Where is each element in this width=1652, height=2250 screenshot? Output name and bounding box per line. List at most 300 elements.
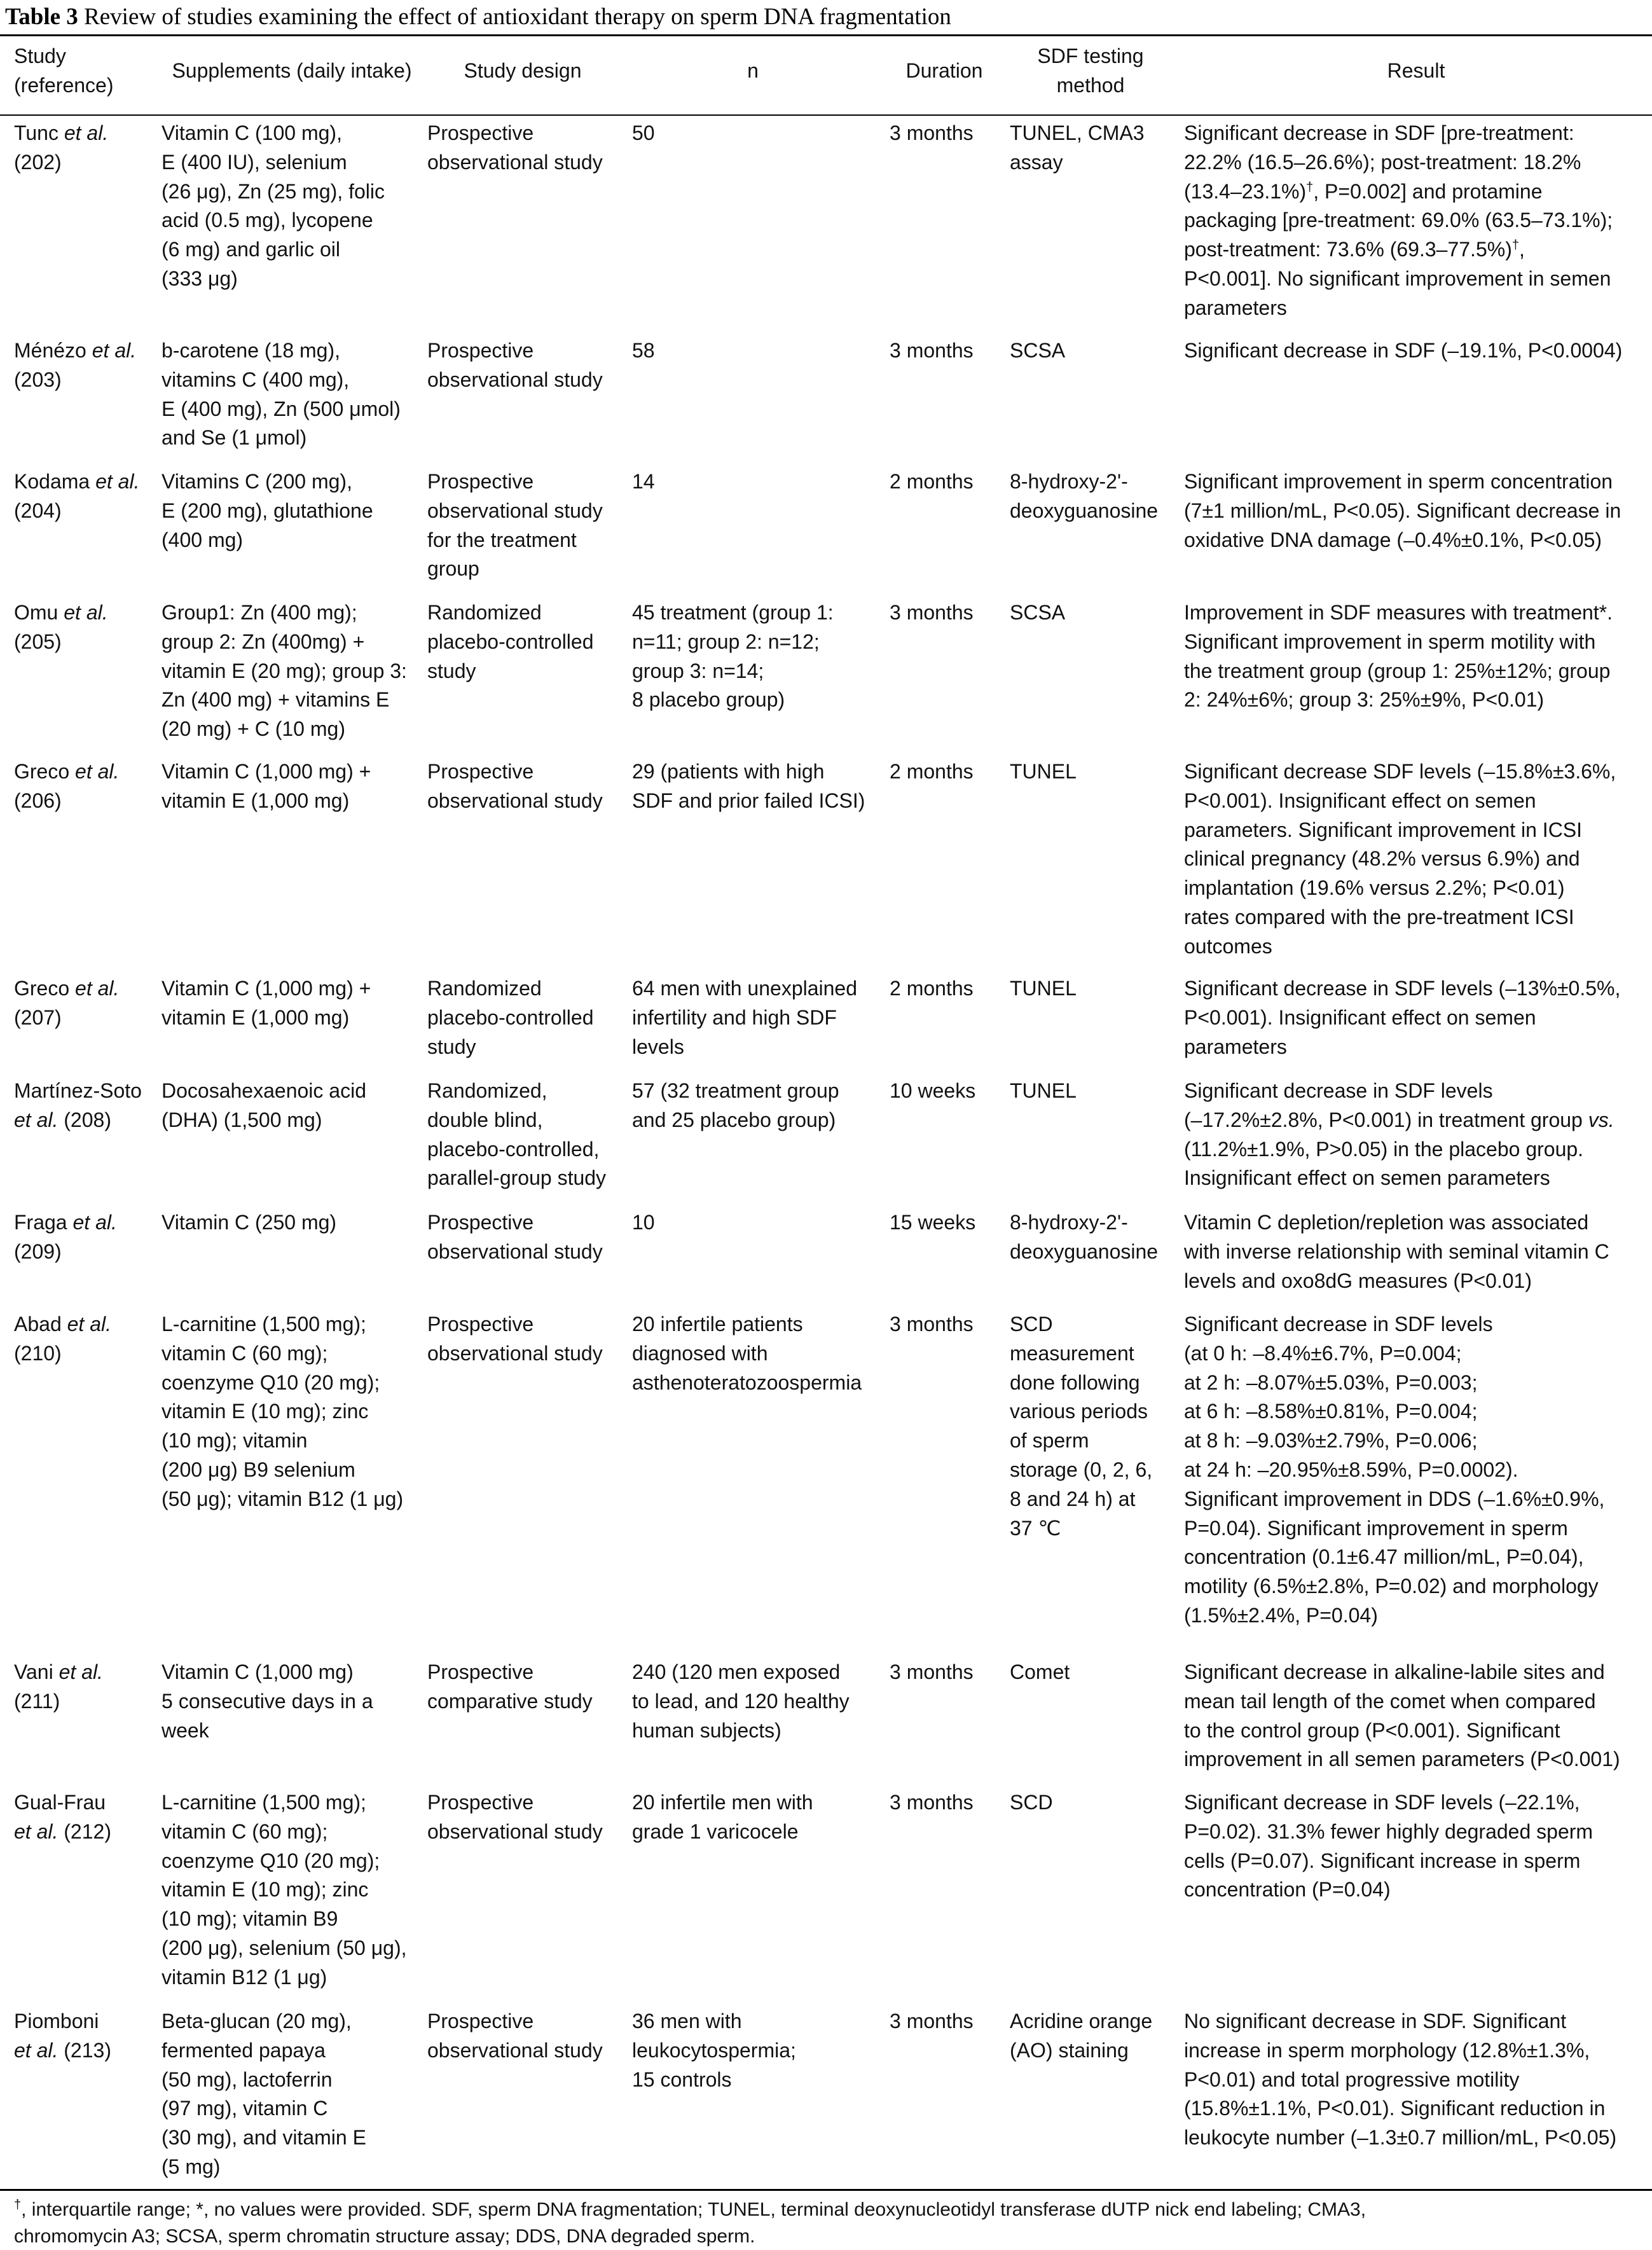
table-bottom-rule bbox=[0, 2189, 1652, 2191]
text-segment: No significant decrease in SDF. Significant bbox=[1184, 2010, 1567, 2033]
cell-line: 3 months bbox=[890, 339, 974, 362]
cell-line: (333 μg) bbox=[162, 266, 238, 290]
text-segment: Significant decrease in SDF [pre-treatment: bbox=[1184, 121, 1574, 144]
text-segment: P<0.001). Insignificant effect on semen bbox=[1184, 789, 1536, 812]
cell-line: Prospective bbox=[427, 121, 534, 144]
cell-line: observational study bbox=[427, 499, 603, 522]
row-12-result bbox=[1184, 2007, 1616, 2153]
text-segment: Significant improvement in DDS (–1.6%±0.9%, bbox=[1184, 1487, 1605, 1510]
row-5-method bbox=[1010, 757, 1077, 787]
cell-line: observational study bbox=[427, 789, 603, 812]
row-2-method bbox=[1010, 336, 1065, 366]
text-segment: packaging [pre-treatment: 69.0% (63.5–73.1%); bbox=[1184, 209, 1613, 232]
cell-line bbox=[14, 1238, 117, 1267]
cell-line: (10 mg); vitamin bbox=[162, 1429, 308, 1453]
row-11-study bbox=[14, 1788, 111, 1847]
cell-line bbox=[14, 2036, 111, 2066]
row-5-design bbox=[427, 757, 603, 816]
text-segment: concentration (P=0.04) bbox=[1184, 1878, 1391, 1901]
table-header-rule bbox=[0, 114, 1652, 116]
cell-line: 8-hydroxy-2'- bbox=[1010, 1211, 1128, 1234]
text-segment: (207) bbox=[14, 1005, 62, 1029]
cell-line: 10 bbox=[632, 1211, 655, 1234]
row-8-duration bbox=[890, 1208, 975, 1238]
cell-line bbox=[1184, 1687, 1620, 1716]
cell-line: to lead, and 120 healthy bbox=[632, 1689, 850, 1713]
cell-line: comparative study bbox=[427, 1689, 593, 1713]
cell-line bbox=[1184, 1514, 1604, 1543]
cell-line: SCSA bbox=[1010, 339, 1066, 362]
cell-line bbox=[1184, 1238, 1609, 1267]
cell-line bbox=[1184, 757, 1616, 787]
cell-line: 8-hydroxy-2'- bbox=[1010, 470, 1128, 493]
cell-line: 240 (120 men exposed bbox=[632, 1660, 841, 1683]
row-12-study bbox=[14, 2007, 111, 2066]
cell-line bbox=[1184, 526, 1621, 555]
cell-line: (20 mg) + C (10 mg) bbox=[162, 717, 345, 741]
text-segment: Greco bbox=[14, 760, 76, 783]
row-5-duration bbox=[890, 757, 974, 787]
cell-line: vitamins C (400 mg), bbox=[162, 368, 350, 391]
cell-line: 57 (32 treatment group bbox=[632, 1079, 839, 1102]
header-cell-method bbox=[1005, 42, 1176, 100]
text-segment: levels and oxo8dG measures (P<0.01) bbox=[1184, 1269, 1532, 1292]
row-2-design bbox=[427, 336, 603, 395]
text-segment: (211) bbox=[14, 1689, 60, 1713]
row-8-method bbox=[1010, 1208, 1158, 1267]
cell-line: storage (0, 2, 6, bbox=[1010, 1458, 1153, 1481]
text-segment: Piomboni bbox=[14, 2010, 99, 2033]
text-segment: parameters bbox=[1184, 296, 1287, 319]
cell-line bbox=[1184, 1033, 1620, 1062]
cell-line: observational study bbox=[427, 2038, 603, 2062]
cell-line: vitamin E (10 mg); zinc bbox=[162, 1878, 369, 1901]
header-cell-design bbox=[427, 57, 618, 86]
cell-line bbox=[1184, 336, 1622, 366]
cell-line: leukocytospermia; bbox=[632, 2038, 796, 2062]
text-segment: mean tail length of the comet when compared bbox=[1184, 1689, 1596, 1713]
row-6-n bbox=[632, 974, 857, 1061]
text-segment: Significant decrease in SDF levels (–13%±0.5%, bbox=[1184, 977, 1621, 1000]
cell-line: double blind, bbox=[427, 1108, 543, 1131]
row-6-study bbox=[14, 974, 119, 1033]
cell-line bbox=[1184, 903, 1616, 932]
cell-line bbox=[1184, 1543, 1604, 1572]
cell-line: 3 months bbox=[890, 1660, 974, 1683]
cell-line: deoxyguanosine bbox=[1010, 499, 1159, 522]
text-segment: at 6 h: –8.58%±0.81%, P=0.004; bbox=[1184, 1400, 1478, 1423]
text-segment: at 2 h: –8.07%±5.03%, P=0.003; bbox=[1184, 1370, 1478, 1394]
cell-line bbox=[14, 1004, 119, 1033]
cell-line: and Se (1 μmol) bbox=[162, 426, 307, 450]
cell-line bbox=[1184, 1267, 1609, 1296]
footnote-line-2: chromomycin A3; SCSA, sperm chromatin structure assay; DDS, DNA degraded sperm. bbox=[14, 2226, 755, 2247]
row-8-design bbox=[427, 1208, 603, 1267]
text-segment: Abad bbox=[14, 1313, 67, 1336]
cell-line bbox=[1184, 1339, 1604, 1369]
cell-line bbox=[14, 1788, 111, 1818]
row-5-supplements bbox=[162, 757, 371, 816]
cell-line bbox=[14, 1339, 111, 1369]
text-segment: (209) bbox=[14, 1239, 62, 1263]
text-segment: 22.2% (16.5–26.6%); post-treatment: 18.2% bbox=[1184, 150, 1581, 174]
cell-line: study bbox=[427, 1035, 476, 1058]
italic-text: vs. bbox=[1588, 1108, 1614, 1131]
text-segment: cells (P=0.07). Significant increase in sperm bbox=[1184, 1849, 1581, 1872]
text-segment: clinical pregnancy (48.2% versus 6.9%) and bbox=[1184, 847, 1580, 871]
cell-line bbox=[14, 119, 108, 148]
row-2-result bbox=[1184, 336, 1622, 366]
cell-line: coenzyme Q10 (20 mg); bbox=[162, 1370, 380, 1394]
row-9-supplements bbox=[162, 1310, 403, 1514]
cell-line bbox=[14, 1077, 142, 1106]
text-segment: implantation (19.6% versus 2.2%; P<0.01) bbox=[1184, 876, 1565, 900]
cell-line bbox=[14, 467, 139, 497]
italic-text: et al. bbox=[92, 339, 137, 362]
table-footnote bbox=[14, 2197, 1642, 2250]
text-segment: (210) bbox=[14, 1341, 62, 1365]
cell-line: (DHA) (1,500 mg) bbox=[162, 1108, 322, 1131]
cell-line: Vitamins C (200 mg), bbox=[162, 470, 352, 493]
row-1-duration bbox=[890, 119, 974, 148]
italic-text: et al. bbox=[64, 121, 109, 144]
cell-line bbox=[1184, 1658, 1620, 1687]
row-11-n bbox=[632, 1788, 813, 1847]
cell-line bbox=[1184, 1135, 1614, 1164]
cell-line: 2 months bbox=[890, 977, 974, 1000]
cell-line: 8 placebo group) bbox=[632, 688, 785, 712]
row-7-result bbox=[1184, 1077, 1614, 1193]
cell-line: (50 mg), lactoferrin bbox=[162, 2067, 333, 2091]
cell-line: Prospective bbox=[427, 1211, 534, 1234]
cell-line bbox=[1184, 1601, 1604, 1631]
cell-line: (200 μg), selenium (50 μg), bbox=[162, 1936, 407, 1959]
cell-line: 3 months bbox=[890, 601, 974, 624]
cell-line bbox=[1184, 2036, 1616, 2066]
cell-line bbox=[14, 1818, 111, 1847]
text-segment: Significant decrease in SDF levels bbox=[1184, 1079, 1493, 1102]
row-3-study bbox=[14, 467, 139, 526]
row-4-duration bbox=[890, 598, 974, 628]
text-segment: Significant improvement in sperm motility with bbox=[1184, 630, 1596, 653]
text-segment: with inverse relationship with seminal vitamin C bbox=[1184, 1239, 1609, 1263]
cell-line bbox=[1184, 1208, 1609, 1238]
row-10-design bbox=[427, 1658, 593, 1716]
cell-line: 36 men with bbox=[632, 2010, 742, 2033]
text-segment: Greco bbox=[14, 977, 76, 1000]
cell-line: group 2: Zn (400mg) + bbox=[162, 630, 365, 653]
text-segment: oxidative DNA damage (–0.4%±0.1%, P<0.05) bbox=[1184, 528, 1602, 551]
cell-line bbox=[1184, 657, 1613, 686]
cell-line: vitamin E (10 mg); zinc bbox=[162, 1400, 369, 1423]
cell-line: E (200 mg), glutathione bbox=[162, 499, 373, 522]
row-4-result bbox=[1184, 598, 1613, 715]
cell-line: (400 mg) bbox=[162, 528, 244, 551]
cell-line: fermented papaya bbox=[162, 2038, 326, 2062]
cell-line: vitamin E (1,000 mg) bbox=[162, 789, 350, 812]
text-segment: outcomes bbox=[1184, 934, 1272, 958]
text-segment: (7±1 million/mL, P<0.05). Significant decrease in bbox=[1184, 499, 1621, 522]
cell-line bbox=[1184, 1716, 1620, 1746]
cell-line: Randomized bbox=[427, 977, 542, 1000]
cell-line: (5 mg) bbox=[162, 2155, 221, 2178]
header-cell-duration bbox=[884, 57, 1005, 86]
italic-text: et al. bbox=[95, 470, 140, 493]
cell-line bbox=[14, 1658, 103, 1687]
cell-line bbox=[1184, 1875, 1593, 1905]
cell-line bbox=[14, 1208, 117, 1238]
text-segment: (1.5%±2.4%, P=0.04) bbox=[1184, 1603, 1378, 1627]
cell-line bbox=[1184, 1745, 1620, 1774]
cell-line bbox=[1184, 1106, 1614, 1135]
cell-line: placebo-controlled bbox=[427, 1005, 594, 1029]
row-12-method bbox=[1010, 2007, 1152, 2066]
cell-line: n=11; group 2: n=12; bbox=[632, 630, 820, 653]
text-segment: Martínez-Soto bbox=[14, 1079, 142, 1102]
cell-line bbox=[1184, 1847, 1593, 1876]
cell-line bbox=[1184, 206, 1613, 235]
row-4-study bbox=[14, 598, 108, 657]
row-6-duration bbox=[890, 974, 974, 1004]
cell-line: various periods bbox=[1010, 1400, 1148, 1423]
cell-line bbox=[14, 974, 119, 1004]
cell-line: human subjects) bbox=[632, 1718, 781, 1742]
row-5-n bbox=[632, 757, 865, 816]
cell-line bbox=[1184, 1818, 1593, 1847]
text-segment: , P=0.002] and protamine bbox=[1313, 179, 1543, 203]
row-3-result bbox=[1184, 467, 1621, 555]
row-2-n bbox=[632, 336, 655, 366]
text-segment: (213) bbox=[58, 2038, 111, 2062]
cell-line: 3 months bbox=[890, 1313, 974, 1336]
cell-line bbox=[1184, 1369, 1604, 1398]
cell-line bbox=[1184, 467, 1621, 497]
cell-line bbox=[1184, 874, 1616, 903]
header-line: (reference) bbox=[14, 73, 114, 97]
cell-line: observational study bbox=[427, 368, 603, 391]
text-segment: motility (6.5%±2.8%, P=0.02) and morphology bbox=[1184, 1575, 1599, 1598]
cell-line bbox=[1184, 974, 1620, 1004]
cell-line bbox=[1184, 1004, 1620, 1033]
cell-line: vitamin B12 (1 μg) bbox=[162, 1965, 327, 1989]
text-segment: concentration (0.1±6.47 million/mL, P=0.04), bbox=[1184, 1545, 1584, 1569]
cell-line bbox=[1184, 686, 1613, 715]
cell-line: Prospective bbox=[427, 2010, 534, 2033]
cell-line: vitamin E (20 mg); group 3: bbox=[162, 659, 407, 682]
row-7-duration bbox=[890, 1077, 975, 1106]
row-10-study bbox=[14, 1658, 103, 1716]
cell-line bbox=[1184, 1164, 1614, 1193]
cell-line bbox=[1184, 1485, 1604, 1514]
row-6-supplements bbox=[162, 974, 371, 1033]
italic-text: et al. bbox=[72, 1211, 117, 1234]
text-segment: Tunc bbox=[14, 121, 64, 144]
cell-line: TUNEL bbox=[1010, 760, 1077, 783]
header-line: Supplements (daily intake) bbox=[172, 59, 412, 82]
text-segment: (at 0 h: –8.4%±6.7%, P=0.004; bbox=[1184, 1341, 1462, 1365]
italic-text: et al. bbox=[14, 1108, 59, 1131]
cell-line: observational study bbox=[427, 1341, 603, 1365]
cell-line: TUNEL, CMA3 bbox=[1010, 121, 1145, 144]
cell-line: Prospective bbox=[427, 470, 534, 493]
row-12-n bbox=[632, 2007, 796, 2094]
cell-line: Vitamin C (1,000 mg) + bbox=[162, 977, 371, 1000]
text-segment: Improvement in SDF measures with treatment*. bbox=[1184, 601, 1613, 624]
cell-line bbox=[14, 1106, 142, 1135]
cell-line bbox=[1184, 294, 1613, 323]
text-segment: Significant decrease in SDF levels bbox=[1184, 1313, 1493, 1336]
cell-line: Randomized, bbox=[427, 1079, 547, 1102]
cell-line: vitamin C (60 mg); bbox=[162, 1819, 328, 1843]
cell-line: asthenoteratozoospermia bbox=[632, 1370, 862, 1394]
header-line: Study bbox=[14, 45, 66, 67]
cell-line: SCD bbox=[1010, 1313, 1053, 1336]
cell-line bbox=[14, 497, 139, 526]
text-segment: the treatment group (group 1: 25%±12%; group bbox=[1184, 659, 1611, 682]
row-7-supplements bbox=[162, 1077, 366, 1135]
cell-line bbox=[14, 598, 108, 628]
row-6-result bbox=[1184, 974, 1620, 1061]
row-9-design bbox=[427, 1310, 603, 1369]
cell-line: (50 μg); vitamin B12 (1 μg) bbox=[162, 1487, 404, 1510]
row-12-supplements bbox=[162, 2007, 366, 2182]
row-1-design bbox=[427, 119, 603, 177]
cell-line: 3 months bbox=[890, 2010, 974, 2033]
cell-line: diagnosed with bbox=[632, 1341, 768, 1365]
cell-line: placebo-controlled bbox=[427, 630, 594, 653]
cell-line bbox=[1184, 1310, 1604, 1339]
cell-line bbox=[14, 1687, 103, 1716]
row-3-n bbox=[632, 467, 655, 497]
text-segment: leukocyte number (–1.3±0.7 million/mL, P<0.05) bbox=[1184, 2126, 1617, 2150]
cell-line: TUNEL bbox=[1010, 977, 1077, 1000]
text-segment: Insignificant effect on semen parameters bbox=[1184, 1166, 1550, 1190]
text-segment: Significant improvement in sperm concentration bbox=[1184, 470, 1613, 493]
text-segment: P=0.04). Significant improvement in sperm bbox=[1184, 1516, 1568, 1540]
cell-line bbox=[14, 787, 119, 816]
row-5-study bbox=[14, 757, 119, 816]
text-segment: (212) bbox=[58, 1819, 111, 1843]
cell-line: b-carotene (18 mg), bbox=[162, 339, 341, 362]
cell-line: SCSA bbox=[1010, 601, 1066, 624]
cell-line: (97 mg), vitamin C bbox=[162, 2097, 328, 2120]
row-10-method bbox=[1010, 1658, 1070, 1687]
row-7-n bbox=[632, 1077, 839, 1135]
row-11-method bbox=[1010, 1788, 1053, 1818]
cell-line: done following bbox=[1010, 1370, 1140, 1394]
cell-line: of sperm bbox=[1010, 1429, 1089, 1453]
cell-line: and 25 placebo group) bbox=[632, 1108, 836, 1131]
cell-line: L-carnitine (1,500 mg); bbox=[162, 1313, 366, 1336]
row-7-method bbox=[1010, 1077, 1077, 1106]
cell-line bbox=[14, 1310, 111, 1339]
cell-line bbox=[1184, 816, 1616, 845]
cell-line: Randomized bbox=[427, 601, 542, 624]
cell-line: 3 months bbox=[890, 121, 974, 144]
italic-text: et al. bbox=[67, 1313, 111, 1336]
cell-line: Prospective bbox=[427, 1791, 534, 1814]
dagger-mark: † bbox=[1306, 179, 1314, 194]
text-segment: (11.2%±1.9%, P>0.05) in the placebo group. bbox=[1184, 1137, 1584, 1161]
cell-line bbox=[1184, 497, 1621, 526]
table-label: Table 3 bbox=[5, 4, 78, 30]
row-11-supplements bbox=[162, 1788, 406, 1992]
text-segment: Fraga bbox=[14, 1211, 73, 1234]
cell-line: Prospective bbox=[427, 1660, 534, 1683]
cell-line: Docosahexaenoic acid bbox=[162, 1079, 366, 1102]
row-10-duration bbox=[890, 1658, 974, 1687]
cell-line: L-carnitine (1,500 mg); bbox=[162, 1791, 366, 1814]
cell-line: infertility and high SDF bbox=[632, 1005, 837, 1029]
cell-line bbox=[1184, 628, 1613, 657]
text-segment: P<0.01) and total progressive motility bbox=[1184, 2067, 1520, 2091]
text-segment: (202) bbox=[14, 150, 62, 174]
cell-line: 20 infertile men with bbox=[632, 1791, 813, 1814]
header-line: n bbox=[747, 59, 759, 82]
cell-line: Prospective bbox=[427, 760, 534, 783]
row-9-duration bbox=[890, 1310, 974, 1339]
cell-line bbox=[14, 757, 119, 787]
cell-line bbox=[14, 628, 108, 657]
cell-line: SCD bbox=[1010, 1791, 1053, 1814]
cell-line: (AO) staining bbox=[1010, 2038, 1129, 2062]
cell-line: vitamin C (60 mg); bbox=[162, 1341, 328, 1365]
row-3-method bbox=[1010, 467, 1158, 526]
cell-line bbox=[1184, 2123, 1616, 2153]
text-segment: Vitamin C depletion/repletion was associated bbox=[1184, 1211, 1589, 1234]
header-cell-study bbox=[14, 42, 141, 100]
row-8-study bbox=[14, 1208, 117, 1267]
text-segment: Significant decrease in SDF levels (–22.1%, bbox=[1184, 1791, 1580, 1814]
row-3-duration bbox=[890, 467, 974, 497]
cell-line: 50 bbox=[632, 121, 655, 144]
cell-line bbox=[1184, 2094, 1616, 2123]
text-segment: at 8 h: –9.03%±2.79%, P=0.006; bbox=[1184, 1429, 1478, 1453]
row-11-duration bbox=[890, 1788, 974, 1818]
row-10-result bbox=[1184, 1658, 1620, 1774]
cell-line: 58 bbox=[632, 339, 655, 362]
text-segment: (205) bbox=[14, 630, 62, 653]
row-4-supplements bbox=[162, 598, 407, 744]
italic-text: et al. bbox=[75, 760, 120, 783]
row-1-result bbox=[1184, 119, 1613, 323]
cell-line: 2 months bbox=[890, 760, 974, 783]
cell-line bbox=[1184, 845, 1616, 874]
row-5-result bbox=[1184, 757, 1616, 962]
italic-text: et al. bbox=[64, 601, 108, 624]
cell-line bbox=[1184, 1788, 1593, 1818]
cell-line: Prospective bbox=[427, 339, 534, 362]
cell-line: Vitamin C (250 mg) bbox=[162, 1211, 337, 1234]
cell-line bbox=[14, 366, 136, 395]
cell-line: (10 mg); vitamin B9 bbox=[162, 1907, 338, 1931]
row-11-design bbox=[427, 1788, 603, 1847]
cell-line: 8 and 24 h) at bbox=[1010, 1487, 1136, 1510]
cell-line: for the treatment bbox=[427, 528, 577, 551]
text-segment: Omu bbox=[14, 601, 64, 624]
table-title: Review of studies examining the effect of antioxidant therapy on sperm DNA fragmentation bbox=[84, 4, 951, 30]
row-1-n bbox=[632, 119, 655, 148]
cell-line bbox=[1184, 1572, 1604, 1601]
text-segment: (203) bbox=[14, 368, 62, 391]
row-4-design bbox=[427, 598, 594, 686]
cell-line bbox=[14, 148, 108, 177]
cell-line bbox=[1184, 265, 1613, 294]
cell-line: coenzyme Q10 (20 mg); bbox=[162, 1849, 380, 1872]
text-segment: Vani bbox=[14, 1660, 59, 1683]
cell-line: parallel-group study bbox=[427, 1166, 607, 1190]
cell-line bbox=[14, 2007, 111, 2036]
